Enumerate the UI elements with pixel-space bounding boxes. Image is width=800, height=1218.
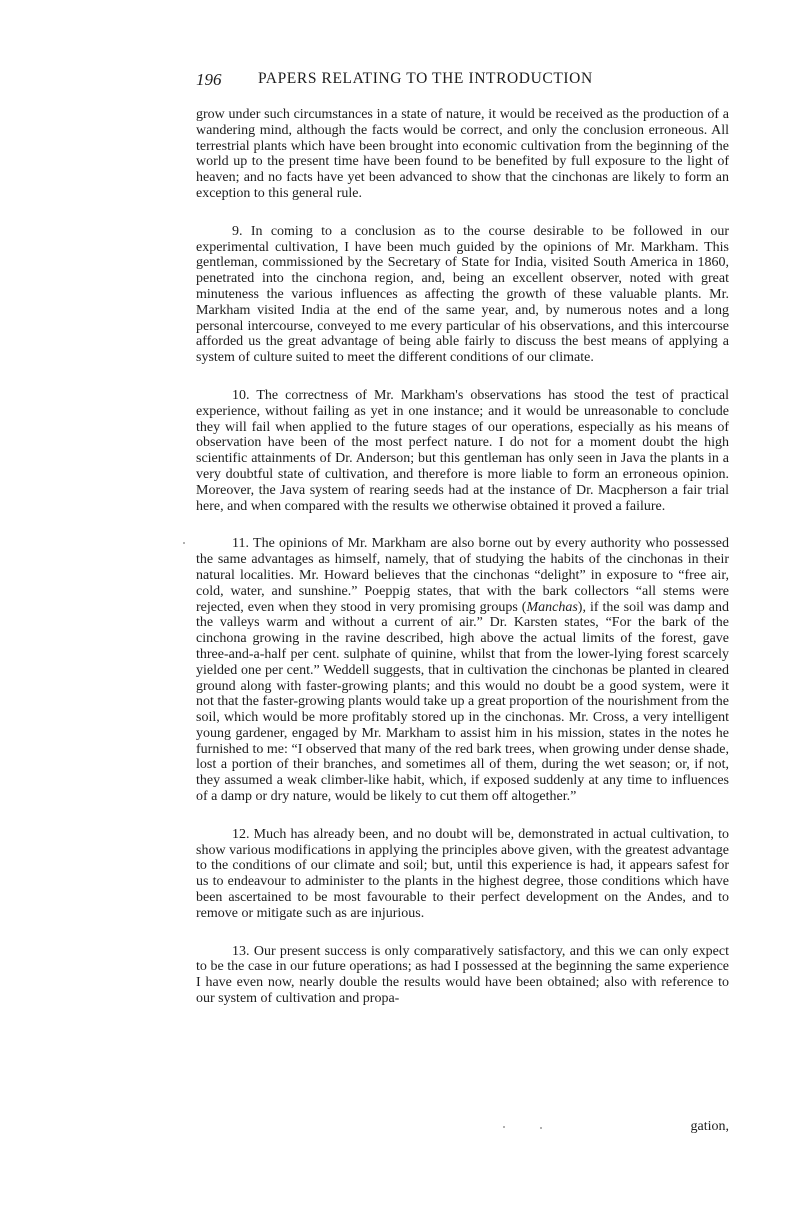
paragraph-continuation: grow under such circumstances in a state of nature, it would be received as the production of a wandering mind, although the facts would be correct, and only the conclusion erroneous. All terrestrial plants which have been brought into economic cultivation from the beginning of the world up to the present time have been found to be benefited by full exposure to the light of heaven; and no facts have yet been advanced to show that the cinchonas are likely to form an exception to this general rule.	[196, 107, 729, 201]
paragraph-11: 11. The opinions of Mr. Markham are also borne out by every authority who possessed the same advantages as himself, namely, that of studying the habits of the cinchonas in their natural localities. Mr. Howard believes that the cinchonas “delight” in exposure to “free air, cold, water, and sunshine.” Poeppig states, that with the bark collectors “all stems were rejected, even when they stood in very promising groups (Manchas), if the soil was damp and the valleys warm and without a current of air.” Dr. Karsten states, “For the bark of the cinchona growing in the ravine described, high above the actual limits of the forest, gave three-and-a-half per cent. sulphate of quinine, whilst that from the lower-lying forest scarcely yielded one per cent.” Weddell suggests, that in cultivation the cinchonas be planted in cleared ground along with faster-growing plants; and this would no doubt be a good system, were it not that the faster-growing plants would take up a great proportion of the nourishment from the soil, which would be more profitably stored up in the cinchonas. Mr. Cross, a very intelligent young gardener, engaged by Mr. Markham to assist him in his mission, states in the notes he furnished to me: “I observed that many of the red bark trees, when growing under dense shade, lost a portion of their branches, and sometimes all of them, during the wet season; or, if not, they assumed a weak climber-like habit, which, if exposed suddenly at any time to influences of a damp or dry nature, would be likely to cut them off altogether.”	[196, 536, 730, 805]
italic-term: Manchas	[526, 599, 578, 615]
body-text	[196, 107, 729, 1007]
print-speck	[540, 1127, 542, 1129]
running-head	[196, 70, 736, 92]
paragraph-10: 10. The correctness of Mr. Markham's observations has stood the test of practical experience, without failing as yet in one instance; and it would be unreasonable to conclude they will fail when applied to the future stages of our operations, especially as his means of observation have been of the most perfect nature. I do not for a moment doubt the high scientific attainments of Dr. Anderson; but this gentleman has only seen in Java the plants in a very doubtful state of cultivation, and therefore is more liable to form an erroneous opinion. Moreover, the Java system of rearing seeds had at the instance of Dr. Macpherson a fair trial here, and when compared with the results we otherwise obtained it proved a failure.	[196, 387, 729, 514]
page-number: 196	[196, 70, 222, 89]
paragraph-12: 12. Much has already been, and no doubt will be, demonstrated in actual cultivation, to show various modifications in applying the principles above given, with the greatest advantage to the conditions of our climate and soil; but, until this experience is had, it appears safest for us to endeavour to administer to the plants in the highest degree, those conditions which have been ascertained to be most favourable to their perfect development on the Andes, and to remove or mitigate such as are injurious.	[196, 826, 729, 921]
print-speck	[183, 542, 185, 544]
paragraph-13: 13. Our present success is only comparatively satisfactory, and this we can only expect to be the case in our future operations; as had I possessed at the beginning the same experience I have even now, nearly double the results would have been obtained; also with reference to our system of cultivation and propa-	[196, 943, 729, 1007]
catchword: gation,	[690, 1119, 729, 1134]
print-speck	[503, 1126, 505, 1128]
page-header-title: PAPERS RELATING TO THE INTRODUCTION	[258, 70, 593, 87]
paragraph-9: 9. In coming to a conclusion as to the course desirable to be followed in our experimental cultivation, I have been much guided by the opinions of Mr. Markham. This gentleman, commissioned by the Secretary of State for India, visited South America in 1860, penetrated into the cinchona region, and, being an excellent observer, noted with great minuteness the various influences as affecting the growth of these valuable plants. Mr. Markham visited India at the end of the same year, and, by numerous notes and a long personal intercourse, conveyed to me every particular of his observations, and this intercourse afforded us the great advantage of being able fairly to discuss the best means of applying a system of culture suited to meet the different conditions of our climate.	[196, 223, 729, 366]
